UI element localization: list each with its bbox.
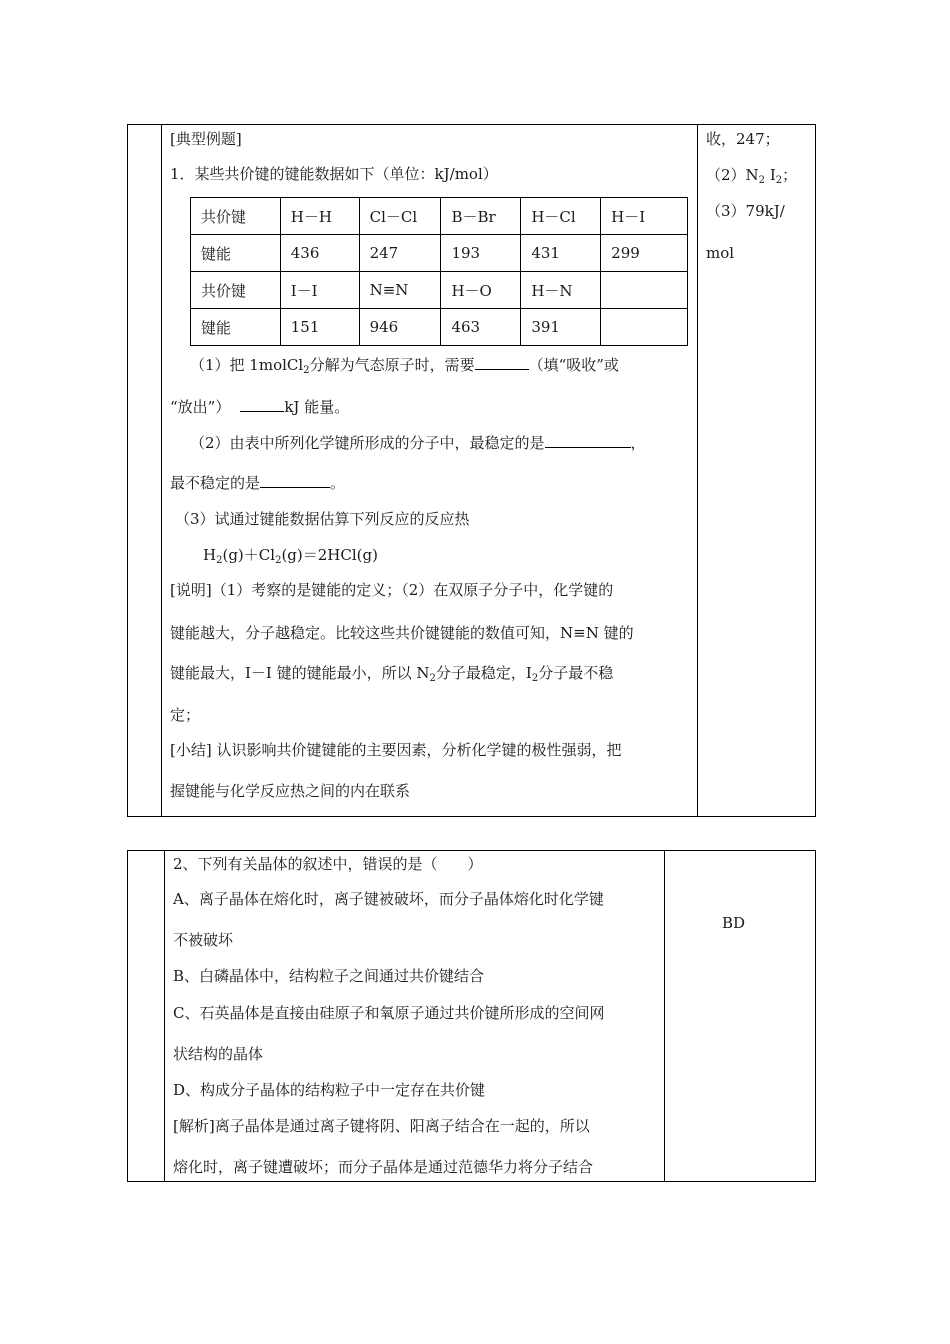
option-d: D、构成分子晶体的结构粒子中一定存在共价键 [173, 1081, 486, 1099]
subscript: 2 [775, 175, 783, 186]
text-run: (g)＋Cl [222, 546, 276, 564]
reaction-equation [203, 545, 378, 565]
answer-line-2 [706, 165, 797, 185]
subscript: 2 [275, 555, 282, 566]
sub-question-1-line-2 [170, 397, 349, 417]
answer-blank [240, 397, 284, 412]
table-cell: 键能 [191, 235, 281, 272]
table-cell: H－N [521, 272, 601, 309]
text-run: ， [630, 434, 646, 452]
table-cell: 共价键 [191, 272, 281, 309]
table-cell: H－Cl [521, 198, 601, 235]
text-run: H [203, 546, 217, 564]
text-run: 分子最稳定，I [435, 664, 532, 682]
table-cell: 193 [441, 235, 521, 272]
table-cell: 共价键 [191, 198, 281, 235]
subscript: 2 [758, 175, 766, 186]
answer-bd: BD [722, 914, 746, 932]
text-run: （填“吸收”或 [528, 356, 619, 374]
answer-blank [260, 473, 330, 488]
table-cell: H－H [280, 198, 359, 235]
text-run: I [765, 166, 776, 184]
option-a-line-1: A、离子晶体在熔化时，离子键被破坏，而分子晶体熔化时化学键 [173, 890, 604, 908]
explanation-line-2: 键能越大，分子越稳定。比较这些共价键键能的数值可知，N≡N 键的 [170, 624, 634, 642]
question-1-text: 1．某些共价键的键能数据如下（单位：kJ/mol） [170, 165, 498, 183]
table-cell: 151 [280, 309, 359, 346]
bond-energy-table [190, 197, 688, 346]
text-run: “放出”） [170, 398, 231, 416]
explanation-line-4: 定； [170, 706, 201, 724]
table-cell: I－I [280, 272, 359, 309]
answer-line-1: 收，247； [706, 130, 780, 148]
table-cell: H－O [441, 272, 521, 309]
table-cell: N≡N [359, 272, 441, 309]
table-cell: 463 [441, 309, 521, 346]
text-run: 。 [330, 474, 346, 492]
table-cell: 247 [359, 235, 441, 272]
table-row [191, 198, 688, 235]
table-cell: Cl－Cl [359, 198, 441, 235]
summary-line-1: [小结] 认识影响共价键键能的主要因素，分析化学键的极性强弱，把 [170, 741, 622, 759]
option-a-line-2: 不被破坏 [173, 931, 234, 949]
text-run: 分子最不稳 [538, 664, 614, 682]
table-cell: 946 [359, 309, 441, 346]
sub-question-2-line-1 [190, 433, 646, 453]
section-heading: [典型例题] [170, 130, 242, 148]
sub-question-2-line-2 [170, 473, 345, 493]
column-divider-left [164, 851, 165, 1181]
table-row [191, 309, 688, 346]
option-c-line-1: C、石英晶体是直接由硅原子和氧原子通过共价键所形成的空间网 [173, 1004, 605, 1022]
text-run: 最不稳定的是 [170, 474, 261, 492]
question-2-text: 2、下列有关晶体的叙述中，错误的是（ ） [173, 855, 483, 873]
option-b: B、白磷晶体中，结构粒子之间通过共价键结合 [173, 967, 485, 985]
text-run: （2）N [706, 166, 759, 184]
table-cell: 436 [280, 235, 359, 272]
answer-blank [545, 433, 631, 448]
table-cell: 299 [601, 235, 688, 272]
summary-line-2: 握键能与化学反应热之间的内在联系 [170, 782, 411, 800]
text-run: (g)＝2HCl(g) [281, 546, 378, 564]
column-divider-right [697, 125, 698, 816]
table-cell: 431 [521, 235, 601, 272]
option-c-line-2: 状结构的晶体 [173, 1045, 264, 1063]
table-cell: B－Br [441, 198, 521, 235]
subscript: 2 [216, 555, 223, 566]
table-cell: H－I [601, 198, 688, 235]
column-divider-left [161, 125, 162, 816]
sub-question-1-line-1 [190, 355, 619, 375]
analysis-line-2: 熔化时，离子键遭破坏；而分子晶体是通过范德华力将分子结合 [173, 1158, 594, 1176]
text-run: 键能最大，I－I 键的键能最小，所以 N [170, 664, 430, 682]
subscript: 2 [303, 365, 310, 376]
text-run: （1）把 1molCl [190, 356, 304, 374]
analysis-line-1: [解析]离子晶体是通过离子键将阴、阳离子结合在一起的，所以 [173, 1117, 590, 1135]
table-cell [601, 309, 688, 346]
subscript: 2 [531, 673, 539, 684]
answer-blank [475, 355, 529, 370]
explanation-line-3 [170, 663, 613, 683]
explanation-line-1: [说明]（1）考察的是键能的定义；（2）在双原子分子中，化学键的 [170, 581, 614, 599]
column-divider-right [664, 851, 665, 1181]
table-row [191, 235, 688, 272]
answer-line-4: mol [706, 244, 735, 262]
subscript: 2 [429, 673, 436, 684]
text-run: （2）由表中所列化学键所形成的分子中，最稳定的是 [190, 434, 545, 452]
table-cell: 391 [521, 309, 601, 346]
text-run: 分解为气态原子时，需要 [309, 356, 475, 374]
text-run: kJ 能量。 [284, 398, 350, 416]
table-cell [601, 272, 688, 309]
table-cell: 键能 [191, 309, 281, 346]
text-run: ； [782, 166, 798, 184]
answer-line-3: （3）79kJ/ [706, 202, 785, 220]
sub-question-3: （3）试通过键能数据估算下列反应的反应热 [175, 510, 470, 528]
table-row [191, 272, 688, 309]
